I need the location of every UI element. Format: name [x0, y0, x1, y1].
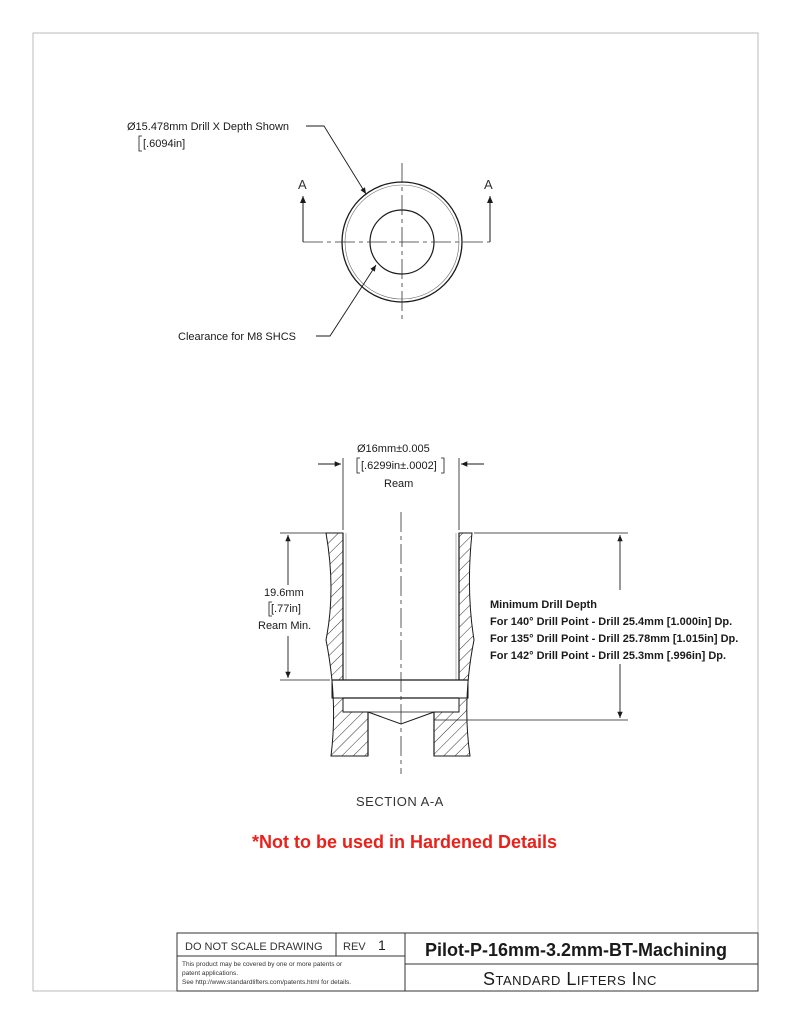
ream-dim-line3: Ream: [384, 478, 414, 490]
drill-callout-bracket: [139, 136, 142, 151]
part-number: Pilot-P-16mm-3.2mm-BT-Machining: [425, 940, 728, 960]
patent-line-1: This product may be covered by one or more patents or: [182, 961, 343, 968]
section-marker-left: A: [298, 177, 307, 192]
drill-depth-title: Minimum Drill Depth: [490, 599, 597, 611]
do-not-scale-label: DO NOT SCALE DRAWING: [185, 941, 323, 953]
clearance-callout-leader: [316, 265, 376, 336]
depth-dim-line2: [.77in]: [271, 603, 301, 615]
depth-dim-line1: 19.6mm: [264, 587, 304, 599]
rev-value: 1: [378, 937, 386, 953]
ream-dim-line1: Ø16mm±0.005: [357, 443, 430, 455]
drill-callout-line2: [.6094in]: [143, 138, 186, 150]
plan-view: [127, 121, 493, 343]
clearance-callout: Clearance for M8 SHCS: [178, 331, 296, 343]
section-marker-right: A: [484, 177, 493, 192]
drill-depth-row-3: For 142° Drill Point - Drill 25.3mm [.996in] Dp.: [490, 650, 727, 662]
drill-depth-row-1: For 140° Drill Point - Drill 25.4mm [1.000in] Dp.: [490, 616, 733, 628]
section-view: [258, 443, 738, 809]
ream-dim-line2: [.6299in±.0002]: [361, 460, 437, 472]
drill-callout-line1: Ø15.478mm Drill X Depth Shown: [127, 121, 290, 133]
drill-depth-row-2: For 135° Drill Point - Drill 25.78mm [1.015in] Dp.: [490, 633, 739, 645]
warning-note: *Not to be used in Hardened Details: [252, 832, 558, 852]
ream-dim-bracket-left: [357, 458, 360, 473]
drill-callout-leader: [306, 126, 366, 194]
section-title: SECTION A-A: [356, 794, 444, 809]
depth-dim-line3: Ream Min.: [258, 620, 312, 632]
company-name: Standard Lifters Inc: [483, 969, 657, 989]
ream-dim-bracket-right: [441, 458, 444, 473]
section-hatch-left: [326, 533, 368, 756]
patent-line-2: patent applications.: [182, 970, 239, 977]
section-hatch-right: [434, 533, 474, 756]
patent-line-3: See http://www.standardlifters.com/patents.html for details.: [182, 979, 352, 986]
title-block: [177, 933, 758, 991]
rev-label: REV: [343, 941, 366, 953]
